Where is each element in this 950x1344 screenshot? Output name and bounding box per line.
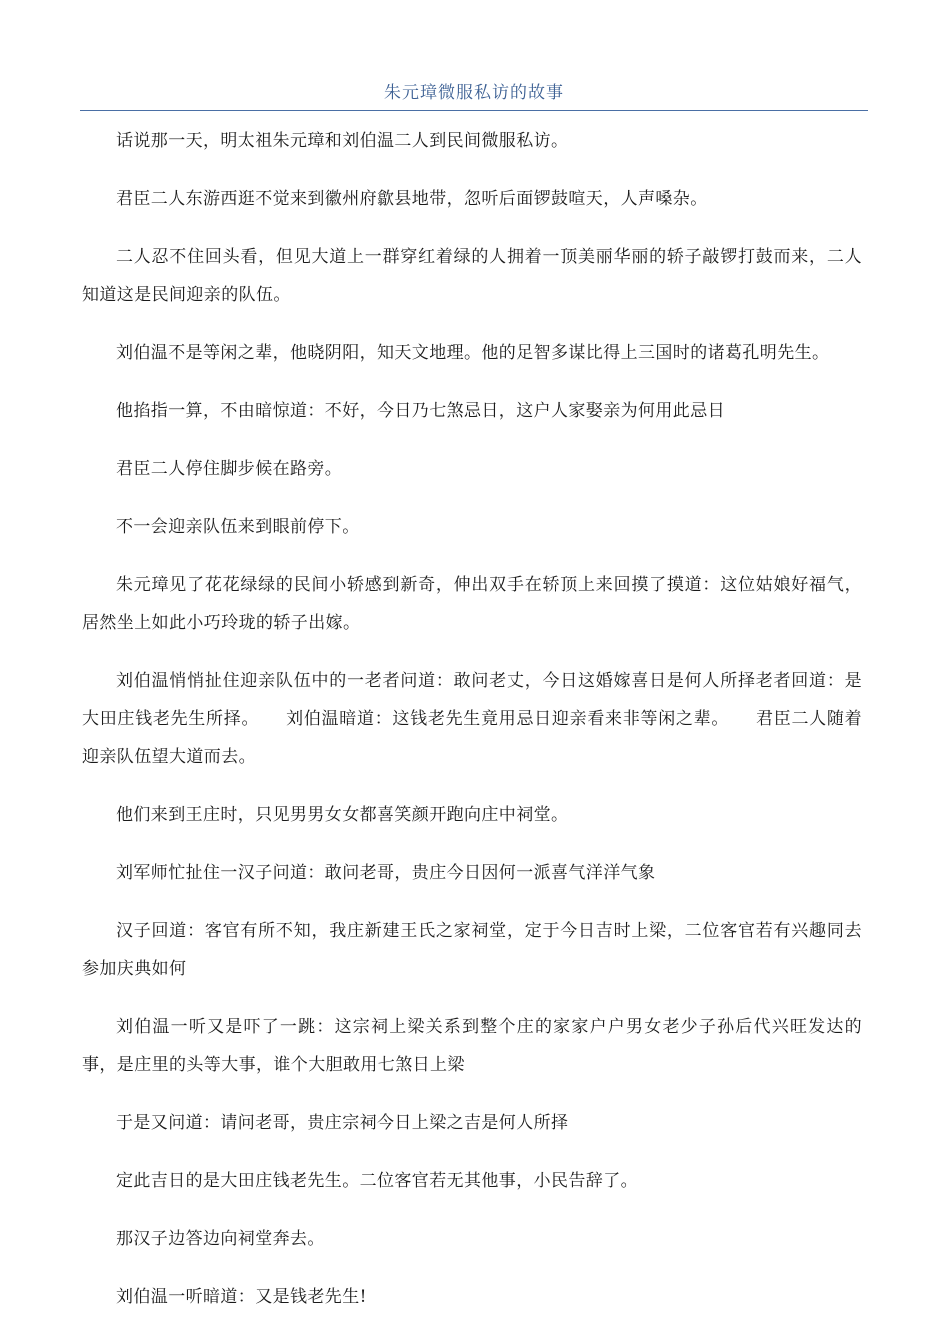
paragraph: 刘伯温一听暗道：又是钱老先生!	[116, 1287, 367, 1307]
paragraph: 刘伯温一听又是吓了一跳：这宗祠上梁关系到整个庄的家家户户男女老少子孙后代兴旺发达的事，是庄里的头等大事，谁个大胆敢用七煞日上梁	[82, 1017, 862, 1075]
paragraph: 刘伯温不是等闲之辈，他晓阴阳，知天文地理。他的足智多谋比得上三国时的诸葛孔明先生。	[116, 343, 830, 363]
paragraph: 定此吉日的是大田庄钱老先生。二位客官若无其他事，小民告辞了。	[116, 1171, 638, 1191]
paragraph: 话说那一天，明太祖朱元璋和刘伯温二人到民间微服私访。	[116, 131, 569, 151]
paragraph: 朱元璋见了花花绿绿的民间小轿感到新奇，伸出双手在轿顶上来回摸了摸道：这位姑娘好福气，居然坐上如此小巧玲珑的轿子出嫁。	[82, 575, 862, 633]
paragraph: 不一会迎亲队伍来到眼前停下。	[116, 517, 360, 537]
paragraph: 他掐指一算，不由暗惊道：不好，今日乃七煞忌日，这户人家娶亲为何用此忌日	[116, 401, 725, 421]
paragraph: 刘军师忙扯住一汉子问道：敢问老哥，贵庄今日因何一派喜气洋洋气象	[116, 863, 656, 883]
document-body	[82, 122, 862, 1336]
page-title: 朱元璋微服私访的故事	[384, 83, 564, 103]
paragraph: 那汉子边答边向祠堂奔去。	[116, 1229, 325, 1249]
paragraph: 他们来到王庄时，只见男男女女都喜笑颜开跑向庄中祠堂。	[116, 805, 569, 825]
page-header	[80, 80, 868, 111]
paragraph: 于是又问道：请问老哥，贵庄宗祠今日上梁之吉是何人所择	[116, 1113, 569, 1133]
paragraph: 汉子回道：客官有所不知，我庄新建王氏之家祠堂，定于今日吉时上梁，二位客官若有兴趣同去参加庆典如何	[82, 921, 862, 979]
paragraph: 刘伯温悄悄扯住迎亲队伍中的一老者问道：敢问老丈，今日这婚嫁喜日是何人所择老者回道：是大田庄钱老先生所择。 刘伯温暗道：这钱老先生竟用忌日迎亲看来非等闲之辈。 君臣二人随着迎亲队伍望大道而去。	[82, 671, 862, 767]
paragraph: 君臣二人停住脚步候在路旁。	[116, 459, 343, 479]
paragraph: 君臣二人东游西逛不觉来到徽州府歙县地带，忽听后面锣鼓喧天，人声嗓杂。	[116, 189, 708, 209]
paragraph: 二人忍不住回头看，但见大道上一群穿红着绿的人拥着一顶美丽华丽的轿子敲锣打鼓而来，二人知道这是民间迎亲的队伍。	[82, 247, 862, 305]
